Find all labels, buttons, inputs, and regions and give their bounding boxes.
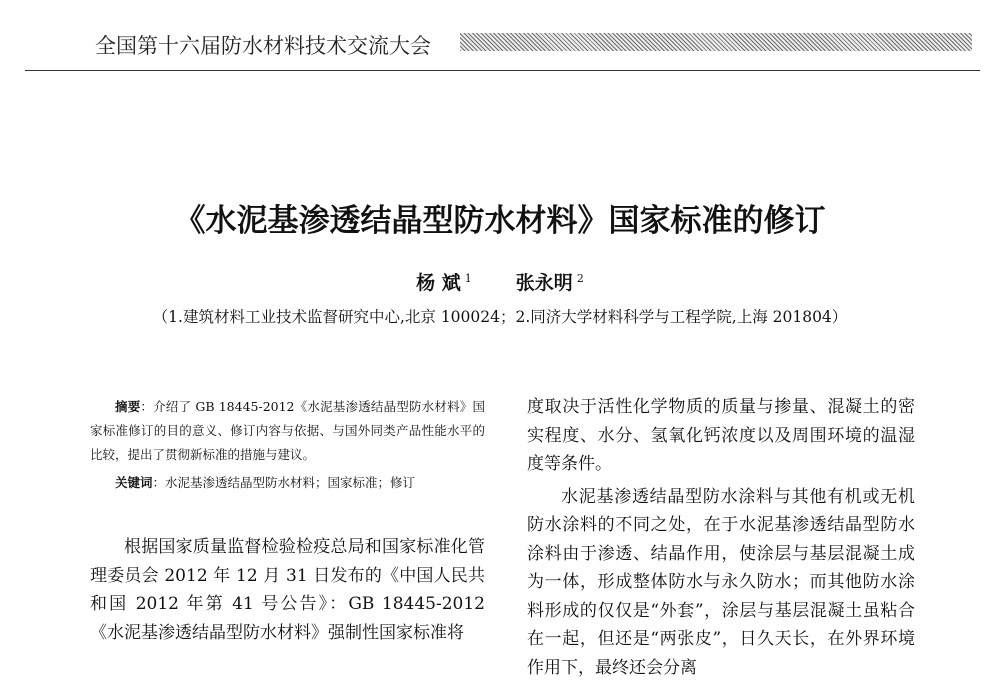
keywords-text: ：水泥基渗透结晶型防水材料；国家标准；修订 [152,475,416,490]
abstract-text: ：介绍了 GB 18445-2012《水泥基渗透结晶型防水材料》国家标准修订的目的意义、修订内容与依据、与国外同类产品性能水平的比较，提出了贯彻新标准的措施与建议。 [90,399,485,462]
header-rule [25,70,980,71]
keywords-label: 关键词 [115,475,153,490]
article-title: 《水泥基渗透结晶型防水材料》国家标准的修订 [174,203,826,239]
abstract-label: 摘要 [115,399,141,414]
author-affiliation-mark: 1 [464,271,472,285]
body-paragraph: 水泥基渗透结晶型防水涂料与其他有机或无机防水涂料的不同之处，在于水泥基渗透结晶型防水涂料由于渗透、结晶作用，使涂层与基层混凝土成为一体，形成整体防水与永久防水；而其他防水涂料形成的仅仅是“外套”，涂层与基层混凝土虽粘合在一起，但还是“两张皮”，日久天长，在外界环境作用下，最终还会分离 [527,486,915,678]
running-head: 全国第十六届防水材料技术交流大会 [95,34,431,58]
right-column [527,393,915,682]
author-line [0,268,1000,295]
body-paragraph: 度取决于活性化学物质的质量与掺量、混凝土的密实程度、水分、氢氧化钙浓度以及周围环境的温湿度等条件。 [527,397,915,474]
body-paragraph: 根据国家质量监督检验检疫总局和国家标准化管理委员会 2012 年 12 月 31 日发布的《中国人民共和国 2012 年第 41 号公告》：GB 18445-2012《水泥基渗透结晶型防水材料》强制性国家标准将 [90,537,485,643]
abstract [90,395,485,467]
author-affiliation-mark: 2 [576,271,584,285]
author-name: 杨 斌 [416,272,461,294]
keywords [90,471,485,495]
left-column [90,395,485,647]
affiliation-line: （1.建筑材料工业技术监督研究中心,北京 100024；2.同济大学材料科学与工程学院,上海 201804） [152,308,848,326]
author-name: 张永明 [515,272,573,294]
header-decorative-bar [460,33,972,51]
